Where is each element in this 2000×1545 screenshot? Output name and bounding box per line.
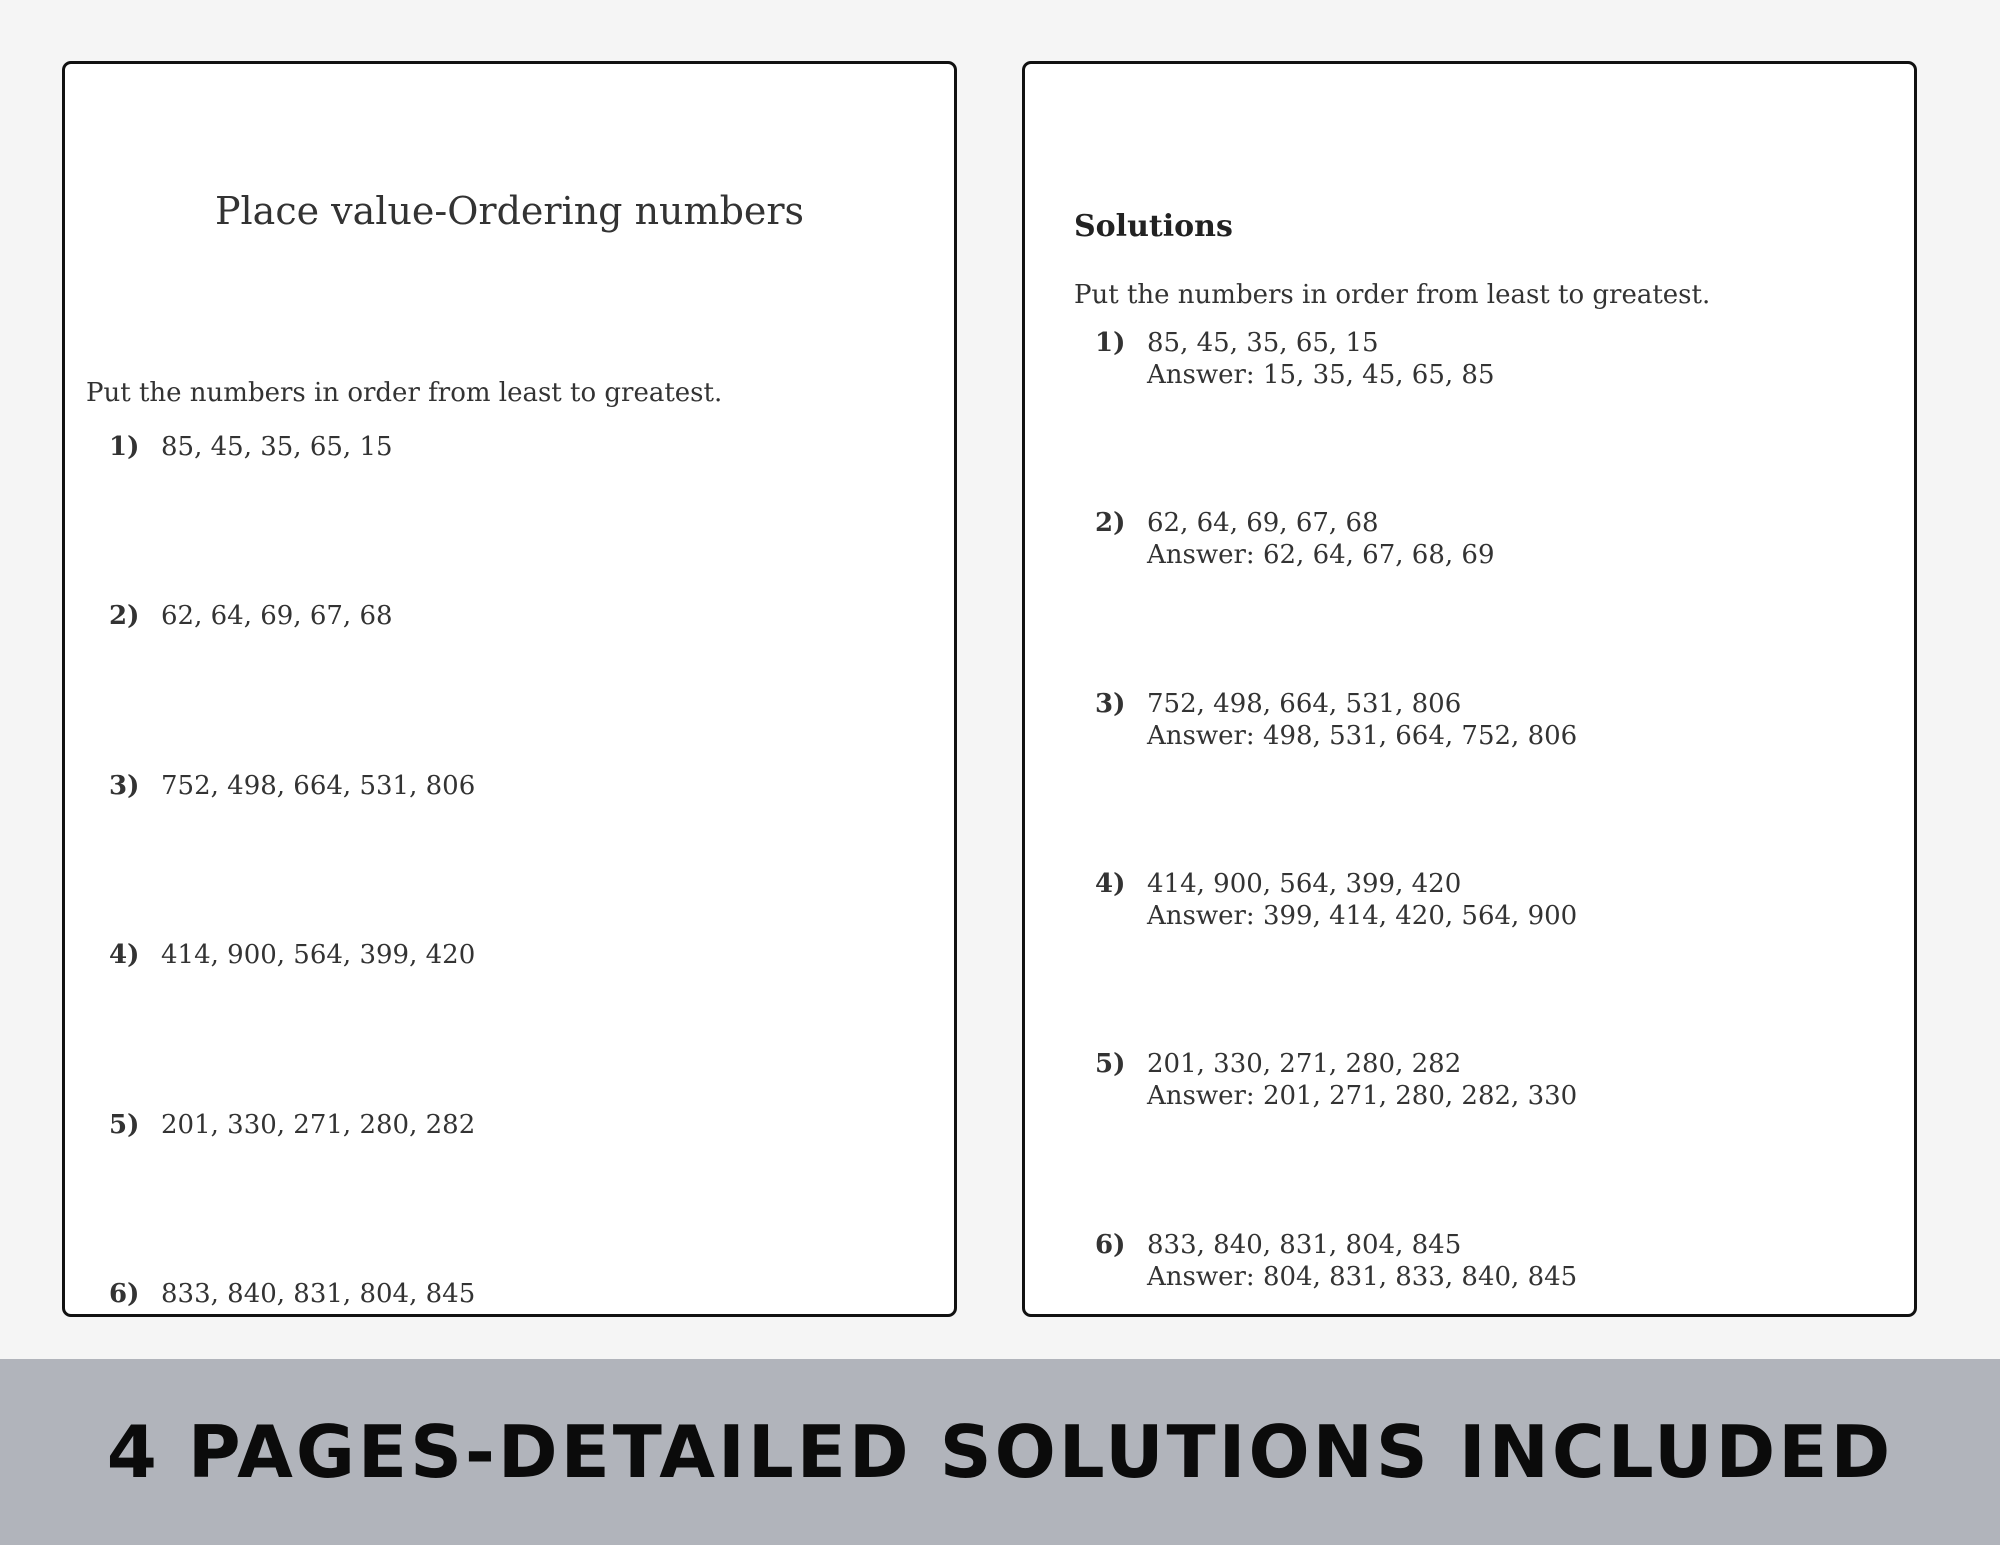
solution-numbers: 85, 45, 35, 65, 15 (1147, 328, 1379, 358)
banner-text: 4 PAGES-DETAILED SOLUTIONS INCLUDED (106, 1410, 1894, 1494)
problem-numbers: 85, 45, 35, 65, 15 (161, 432, 393, 462)
problem-number: 2) (109, 601, 140, 631)
solution-answer: Answer: 804, 831, 833, 840, 845 (1147, 1262, 1578, 1292)
problem-numbers: 752, 498, 664, 531, 806 (161, 771, 476, 801)
problem-item (109, 432, 393, 462)
solution-numbers: 833, 840, 831, 804, 845 (1147, 1230, 1462, 1260)
problem-item (109, 1110, 475, 1140)
solution-item (1095, 1048, 1577, 1112)
solution-number: 3) (1095, 689, 1126, 719)
problem-numbers: 414, 900, 564, 399, 420 (161, 940, 476, 970)
solution-answer: Answer: 62, 64, 67, 68, 69 (1147, 540, 1495, 570)
solution-numbers: 414, 900, 564, 399, 420 (1147, 869, 1462, 899)
solution-answer: Answer: 15, 35, 45, 65, 85 (1147, 360, 1495, 390)
problem-number: 3) (109, 771, 140, 801)
solution-number: 6) (1095, 1230, 1126, 1260)
problem-item (109, 1279, 475, 1309)
problem-number: 6) (109, 1279, 140, 1309)
solution-answer: Answer: 498, 531, 664, 752, 806 (1147, 721, 1578, 751)
solution-number: 5) (1095, 1049, 1126, 1079)
solution-numbers: 201, 330, 271, 280, 282 (1147, 1049, 1462, 1079)
solution-number: 2) (1095, 508, 1126, 538)
problem-item (109, 601, 393, 631)
solution-number: 1) (1095, 328, 1126, 358)
problem-numbers: 201, 330, 271, 280, 282 (161, 1110, 476, 1140)
solutions-instruction: Put the numbers in order from least to greatest. (1074, 280, 1711, 310)
problem-numbers: 833, 840, 831, 804, 845 (161, 1279, 476, 1309)
problem-number: 1) (109, 432, 140, 462)
worksheet-instruction: Put the numbers in order from least to greatest. (86, 378, 723, 408)
problem-item (109, 771, 475, 801)
worksheet-title: Place value-Ordering numbers (214, 189, 805, 233)
solution-item (1095, 507, 1495, 571)
solution-answer: Answer: 201, 271, 280, 282, 330 (1147, 1081, 1578, 1111)
problem-numbers: 62, 64, 69, 67, 68 (161, 601, 393, 631)
solution-item (1095, 1229, 1577, 1293)
solution-numbers: 62, 64, 69, 67, 68 (1147, 508, 1379, 538)
worksheet-page (62, 61, 957, 1317)
solution-item (1095, 327, 1495, 391)
solution-item (1095, 868, 1577, 932)
problem-number: 4) (109, 940, 140, 970)
problem-item (109, 940, 475, 970)
solution-answer: Answer: 399, 414, 420, 564, 900 (1147, 901, 1578, 931)
problem-number: 5) (109, 1110, 140, 1140)
promo-banner (0, 1359, 2000, 1545)
solution-item (1095, 688, 1577, 752)
solution-numbers: 752, 498, 664, 531, 806 (1147, 689, 1462, 719)
solution-number: 4) (1095, 869, 1126, 899)
solutions-heading: Solutions (1074, 209, 1233, 244)
solutions-page (1022, 61, 1917, 1317)
